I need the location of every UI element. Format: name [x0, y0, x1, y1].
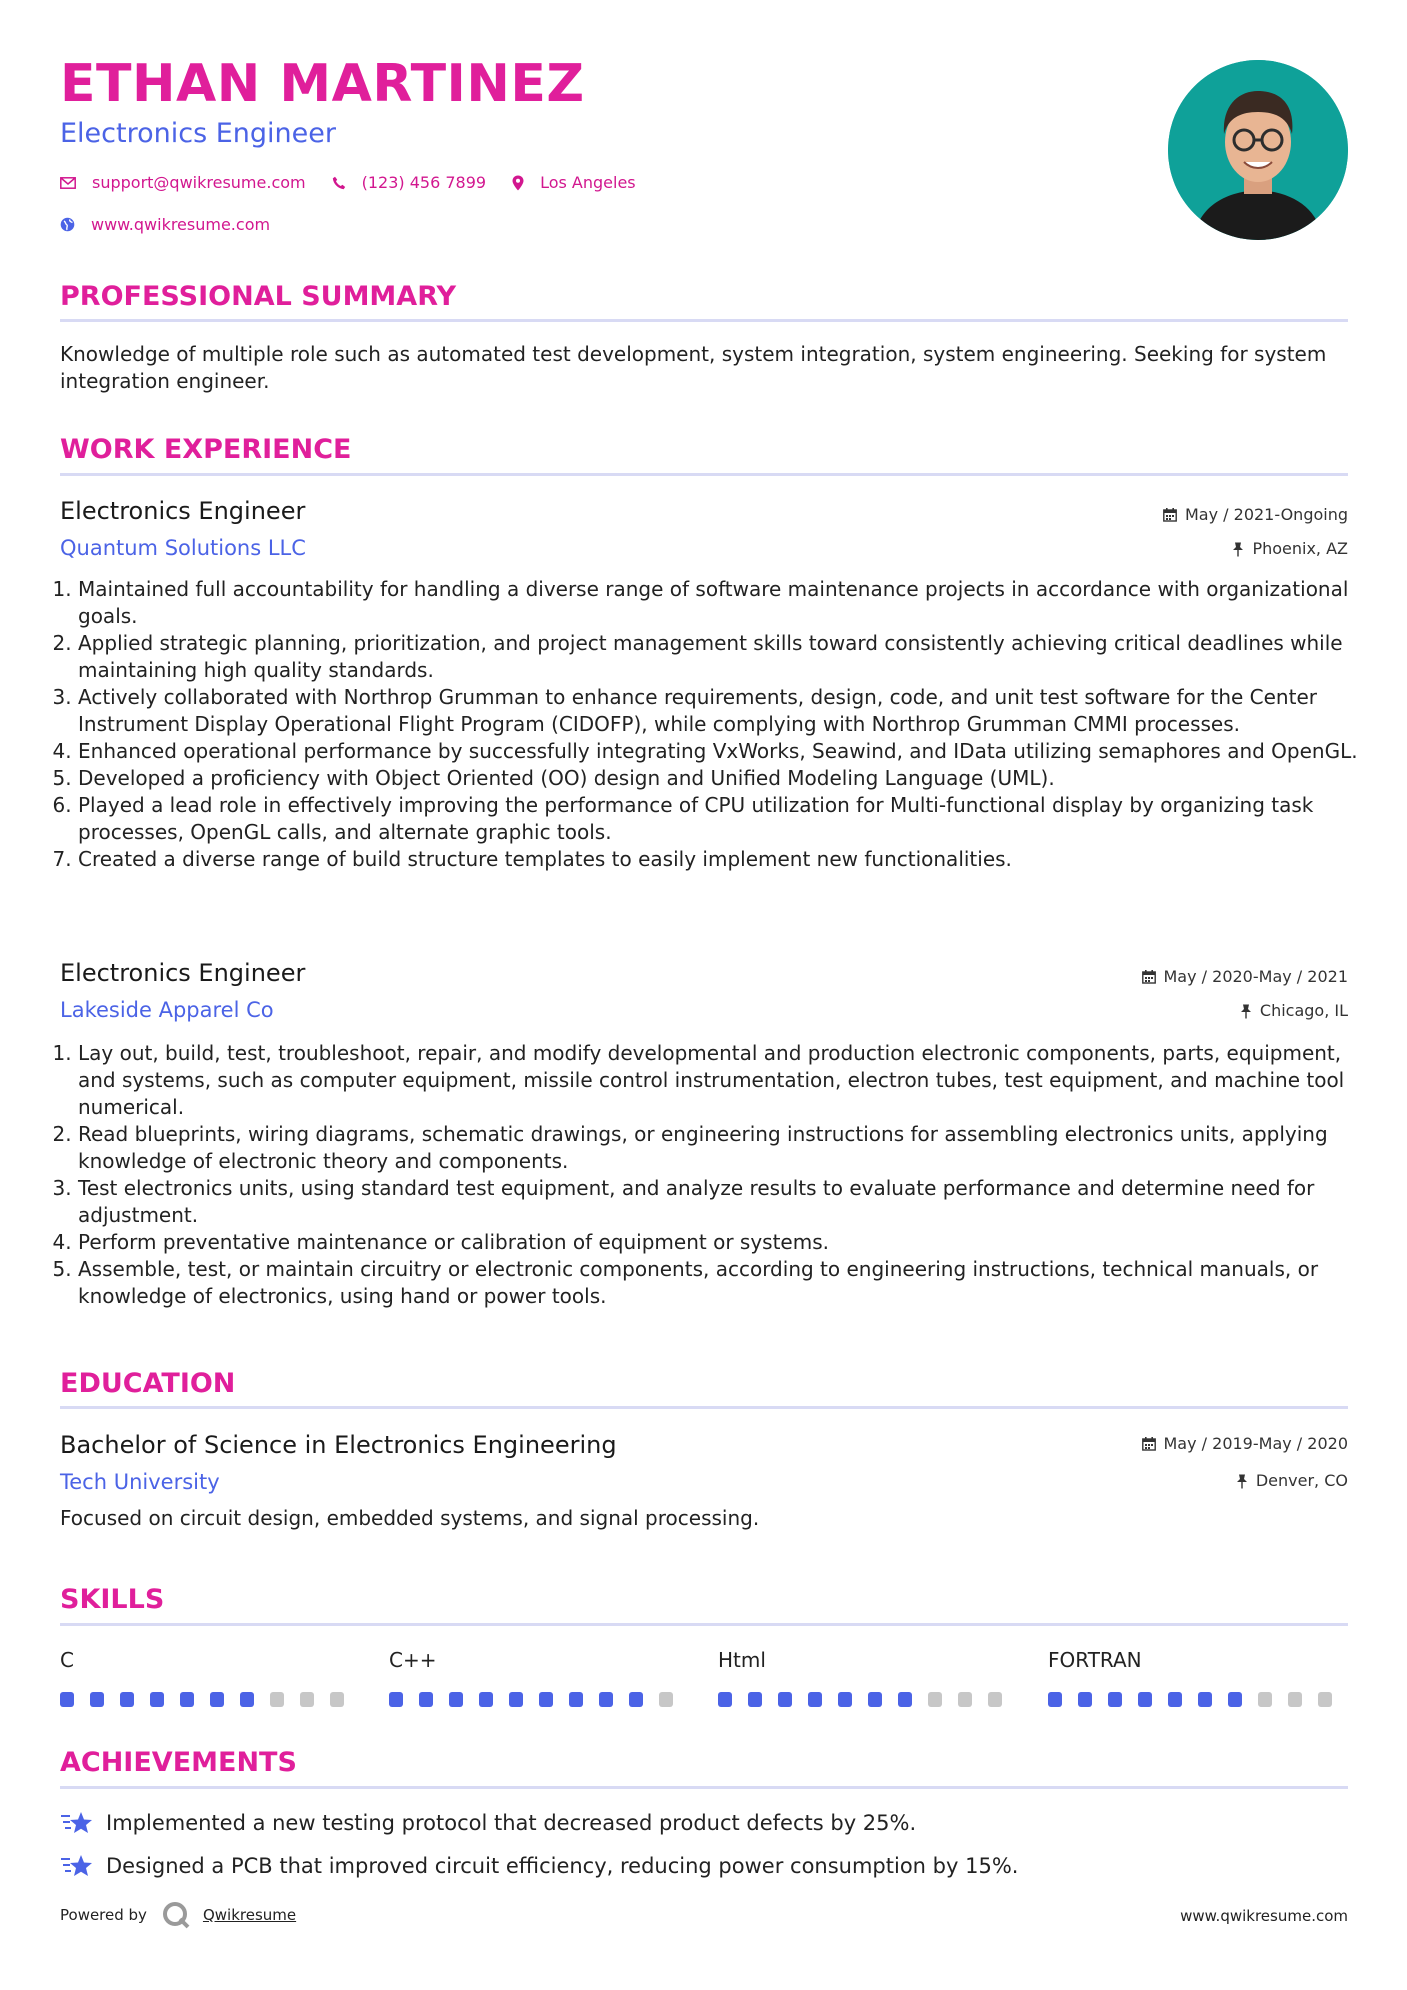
- school-name: Tech University: [60, 1470, 220, 1494]
- skill-rating: [1048, 1692, 1348, 1707]
- map-pin-icon: [512, 175, 524, 191]
- footer-site-link[interactable]: www.qwikresume.com: [1180, 1907, 1348, 1925]
- calendar-icon: [1142, 1437, 1156, 1451]
- skill-dot-filled: [718, 1692, 732, 1707]
- contact-email[interactable]: [60, 173, 306, 192]
- skill-name: FORTRAN: [1048, 1648, 1142, 1672]
- powered-by-label: Powered by: [60, 1906, 147, 1924]
- skill-dot-filled: [868, 1692, 882, 1707]
- skill-dot-empty: [659, 1692, 673, 1707]
- skill-item: [1048, 1650, 1348, 1707]
- section-divider: [60, 473, 1348, 476]
- location-text: Denver, CO: [1255, 1471, 1348, 1490]
- dates-text: May / 2021-Ongoing: [1185, 505, 1348, 524]
- calendar-icon: [1163, 508, 1177, 522]
- experience-heading: WORK EXPERIENCE: [60, 434, 352, 465]
- skill-name: C: [60, 1648, 74, 1672]
- job-location: [1232, 541, 1348, 557]
- skill-rating: [718, 1692, 1018, 1707]
- skill-dot-filled: [808, 1692, 822, 1707]
- contact-row-website: [60, 215, 296, 234]
- profile-portrait: [1168, 60, 1348, 240]
- section-divider: [60, 1623, 1348, 1626]
- contact-location: [512, 173, 636, 192]
- job-dates: [1142, 969, 1349, 985]
- star-award-icon: [60, 1810, 94, 1836]
- education-dates: [1142, 1436, 1349, 1452]
- job-title: Electronics Engineer: [60, 497, 306, 525]
- list-item: 1. Maintained full accountability for handling a diverse range of software maintenance projects in accordance with organizational goals.: [78, 576, 1368, 630]
- star-award-icon: [60, 1853, 94, 1879]
- skill-dot-filled: [1108, 1692, 1122, 1707]
- skill-dot-filled: [389, 1692, 403, 1707]
- skill-dot-filled: [898, 1692, 912, 1707]
- skill-dot-filled: [419, 1692, 433, 1707]
- qwikresume-link[interactable]: Qwikresume: [202, 1906, 297, 1924]
- list-item: 5. Assemble, test, or maintain circuitry or electronic components, according to engineering instructions, technical manuals, or knowledge of electronics, using hand or power tools.: [78, 1256, 1368, 1310]
- footer-powered-by: [60, 1900, 296, 1930]
- skill-dot-filled: [1168, 1692, 1182, 1707]
- email-text: support@qwikresume.com: [92, 173, 306, 192]
- skill-dot-filled: [1048, 1692, 1062, 1707]
- skill-dot-filled: [120, 1692, 134, 1707]
- skill-dot-filled: [150, 1692, 164, 1707]
- skill-dot-empty: [958, 1692, 972, 1707]
- pushpin-icon: [1232, 542, 1244, 557]
- skill-dot-filled: [240, 1692, 254, 1707]
- skill-dot-empty: [1318, 1692, 1332, 1707]
- skill-name: Html: [718, 1648, 766, 1672]
- dates-text: May / 2020-May / 2021: [1163, 967, 1348, 986]
- phone-text: (123) 456 7899: [361, 173, 487, 192]
- list-item: 7. Created a diverse range of build structure templates to easily implement new functionalities.: [78, 846, 1368, 873]
- contact-phone[interactable]: [332, 173, 486, 192]
- skill-dot-filled: [509, 1692, 523, 1707]
- list-item: 4. Enhanced operational performance by successfully integrating VxWorks, Seawind, and IData utilizing semaphores and OpenGL.: [78, 738, 1368, 765]
- pushpin-icon: [1236, 1474, 1248, 1489]
- calendar-icon: [1142, 970, 1156, 984]
- contact-row: [60, 173, 662, 192]
- list-item: 3. Actively collaborated with Northrop Grumman to enhance requirements, design, code, and unit test software for the Center Instrument Display Operational Flight Program (CIDOFP), while complying with Northrop Grumman CMMI processes.: [78, 684, 1368, 738]
- section-divider: [60, 1786, 1348, 1789]
- section-divider: [60, 1406, 1348, 1409]
- skill-dot-empty: [928, 1692, 942, 1707]
- job-responsibilities: [60, 576, 1368, 873]
- company-name: Quantum Solutions LLC: [60, 536, 306, 560]
- skill-dot-filled: [90, 1692, 104, 1707]
- skill-dot-empty: [988, 1692, 1002, 1707]
- achievement-item: [60, 1853, 1018, 1879]
- list-item: 5. Developed a proficiency with Object Oriented (OO) design and Unified Modeling Language (UML).: [78, 765, 1368, 792]
- skill-item: [389, 1650, 689, 1707]
- skill-dot-filled: [479, 1692, 493, 1707]
- profile-photo: [1168, 60, 1348, 240]
- skill-dot-filled: [210, 1692, 224, 1707]
- skill-name: C++: [389, 1648, 437, 1672]
- list-item: 6. Played a lead role in effectively improving the performance of CPU utilization for Multi-functional display by organizing task processes, OpenGL calls, and alternate graphic tools.: [78, 792, 1368, 846]
- skill-dot-empty: [300, 1692, 314, 1707]
- list-item: 2. Applied strategic planning, prioritization, and project management skills toward consistently achieving critical deadlines while maintaining high quality standards.: [78, 630, 1368, 684]
- skill-dot-filled: [1138, 1692, 1152, 1707]
- location-text: Los Angeles: [540, 173, 636, 192]
- education-heading: EDUCATION: [60, 1368, 236, 1399]
- list-item: 3. Test electronics units, using standard test equipment, and analyze results to evaluate performance and determine need for adjustment.: [78, 1175, 1368, 1229]
- skill-item: [718, 1650, 1018, 1707]
- summary-text: Knowledge of multiple role such as automated test development, system integration, system engineering. Seeking for system integration engineer.: [60, 342, 1327, 393]
- location-text: Chicago, IL: [1259, 1001, 1348, 1020]
- skill-dot-empty: [270, 1692, 284, 1707]
- list-item: 2. Read blueprints, wiring diagrams, schematic drawings, or engineering instructions for assembling electronics units, applying knowledge of electronic theory and components.: [78, 1121, 1368, 1175]
- candidate-role: Electronics Engineer: [60, 118, 336, 149]
- education-location: [1236, 1473, 1348, 1489]
- skill-rating: [60, 1692, 360, 1707]
- achievements-heading: ACHIEVEMENTS: [60, 1747, 297, 1778]
- pushpin-icon: [1240, 1004, 1252, 1019]
- list-item: 4. Perform preventative maintenance or calibration of equipment or systems.: [78, 1229, 1368, 1256]
- job-dates: [1163, 507, 1348, 523]
- skill-dot-filled: [778, 1692, 792, 1707]
- skill-dot-filled: [1198, 1692, 1212, 1707]
- phone-icon: [332, 176, 346, 190]
- skill-dot-filled: [838, 1692, 852, 1707]
- skill-dot-filled: [539, 1692, 553, 1707]
- section-divider: [60, 319, 1348, 322]
- skill-dot-filled: [599, 1692, 613, 1707]
- skill-dot-filled: [1228, 1692, 1242, 1707]
- skill-dot-empty: [1288, 1692, 1302, 1707]
- degree-title: Bachelor of Science in Electronics Engineering: [60, 1431, 617, 1459]
- skill-item: [60, 1650, 360, 1707]
- skill-dot-filled: [629, 1692, 643, 1707]
- globe-icon: [60, 217, 75, 232]
- job-location: [1240, 1003, 1348, 1019]
- skill-dot-empty: [330, 1692, 344, 1707]
- envelope-icon: [60, 177, 76, 189]
- skill-rating: [389, 1692, 689, 1707]
- skill-dot-filled: [60, 1692, 74, 1707]
- job-title: Electronics Engineer: [60, 959, 306, 987]
- company-name: Lakeside Apparel Co: [60, 998, 274, 1022]
- skill-dot-filled: [748, 1692, 762, 1707]
- skill-dot-filled: [449, 1692, 463, 1707]
- achievement-text: Designed a PCB that improved circuit efficiency, reducing power consumption by 15%.: [106, 1854, 1019, 1878]
- website-text: www.qwikresume.com: [91, 215, 271, 234]
- skill-dot-empty: [1258, 1692, 1272, 1707]
- education-description: Focused on circuit design, embedded systems, and signal processing.: [60, 1506, 760, 1530]
- qwikresume-logo-icon: [161, 1900, 191, 1930]
- skill-dot-filled: [180, 1692, 194, 1707]
- dates-text: May / 2019-May / 2020: [1163, 1434, 1348, 1453]
- list-item: 1. Lay out, build, test, troubleshoot, repair, and modify developmental and production electronic components, parts, equipment, and systems, such as computer equipment, missile control instrumentation, electron tubes, test equipment, and machine tool numerical.: [78, 1040, 1368, 1121]
- job-responsibilities: [60, 1040, 1368, 1310]
- summary-heading: PROFESSIONAL SUMMARY: [60, 281, 457, 312]
- contact-website[interactable]: [60, 215, 270, 234]
- skills-heading: SKILLS: [60, 1584, 165, 1615]
- achievement-item: [60, 1810, 916, 1836]
- skill-dot-filled: [569, 1692, 583, 1707]
- achievement-text: Implemented a new testing protocol that decreased product defects by 25%.: [106, 1811, 917, 1835]
- location-text: Phoenix, AZ: [1252, 539, 1348, 558]
- candidate-name: ETHAN MARTINEZ: [60, 54, 585, 114]
- skill-dot-filled: [1078, 1692, 1092, 1707]
